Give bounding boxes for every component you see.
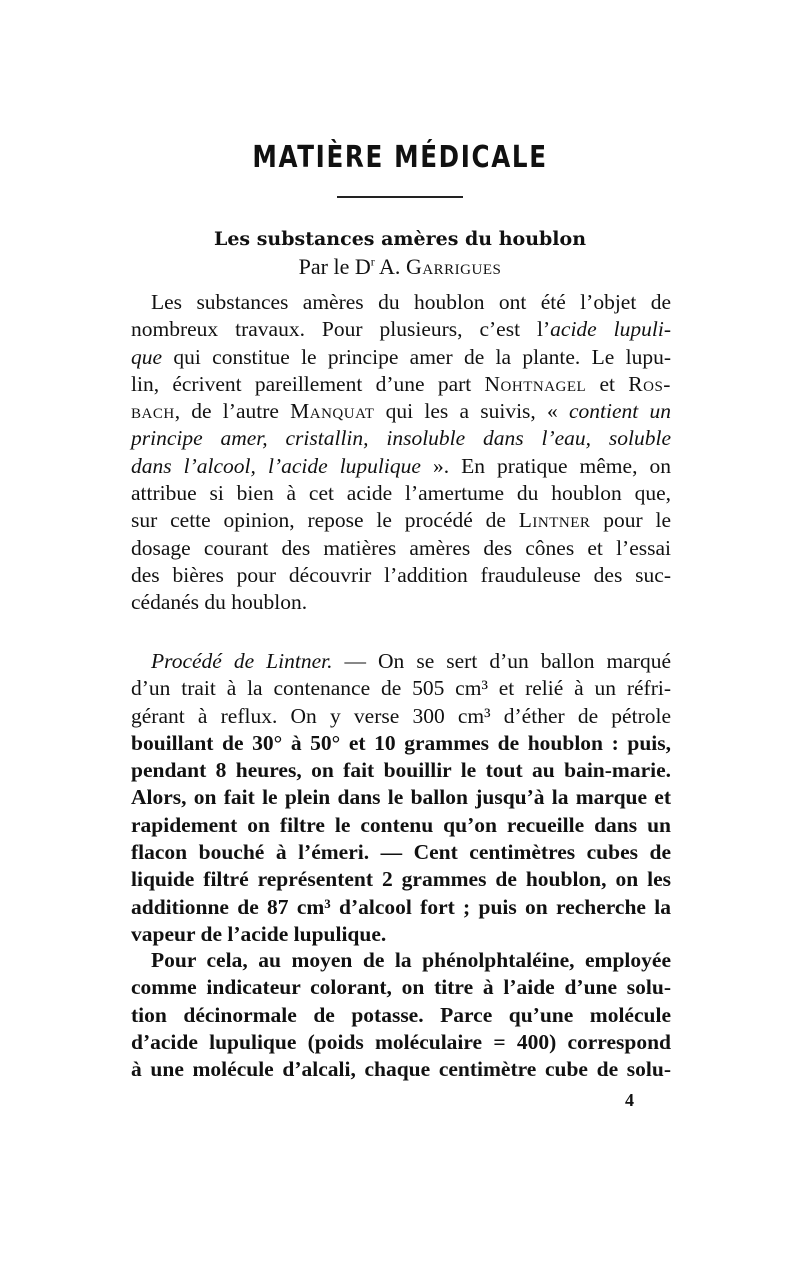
text-line: Procédé de Lintner. — On se sert d’un ballon marqué: [151, 649, 671, 673]
text-line: principe amer, cristallin, insoluble dans l’eau, soluble: [131, 426, 671, 451]
author-initial: A.: [379, 254, 401, 279]
text-line: sur cette opinion, repose le procédé de Lintner pour le: [131, 508, 671, 533]
text-line: Pour cela, au moyen de la phénolphtaléine, employée: [151, 948, 671, 972]
article-author: [0, 254, 800, 280]
text-line: additionne de 87 cm³ d’alcool fort ; puis on recherche la: [131, 894, 671, 919]
author-prefix: Par le D: [298, 254, 371, 279]
text-line: rapidement on filtre le contenu qu’on recueille dans un: [131, 812, 671, 837]
text-line: nombreux travaux. Pour plusieurs, c’est l’acide lupuli-: [131, 317, 672, 342]
text-line: Alors, on fait le plein dans le ballon jusqu’à la marque et: [131, 785, 671, 810]
text-line: comme indicateur colorant, on titre à l’aide d’une solu-: [131, 975, 671, 1000]
text-line: flacon bouché à l’émeri. — Cent centimètres cubes de: [131, 840, 671, 865]
text-line: Les substances amères du houblon ont été l’objet de: [151, 290, 671, 314]
text-line: lin, écrivent pareillement d’une part Nohtnagel et Ros-: [131, 371, 671, 396]
text-line: bouillant de 30° à 50° et 10 grammes de houblon : puis,: [131, 730, 671, 755]
text-line: des bières pour découvrir l’addition frauduleuse des suc-: [131, 562, 671, 587]
text-line: cédanés du houblon.: [131, 590, 308, 615]
article-title: Les substances amères du houblon: [213, 228, 587, 250]
text-line: pendant 8 heures, on fait bouillir le tout au bain-marie.: [131, 758, 671, 783]
text-line: bach, de l’autre Manquat qui les a suivis, « contient un: [131, 399, 671, 424]
page-number: 4: [625, 1090, 634, 1110]
text-line: que qui constitue le principe amer de la plante. Le lupu-: [131, 344, 671, 369]
text-line: dosage courant des matières amères des cônes et l’essai: [131, 535, 671, 560]
text-line: gérant à reflux. On y verse 300 cm³ d’éther de pétrole: [131, 703, 671, 728]
paragraph-1: [131, 289, 671, 617]
text-line: vapeur de l’acide lupulique.: [131, 921, 387, 946]
section-title: MATIÈRE MÉDICALE: [252, 140, 548, 175]
text-line: dans l’alcool, l’acide lupulique ». En pratique même, on: [131, 453, 671, 478]
text-line: d’un trait à la contenance de 505 cm³ et relié à un réfri-: [131, 676, 671, 701]
author-name: Garrigues: [405, 254, 502, 279]
text-line: à une molécule d’alcali, chaque centimètre cube de solu-: [131, 1057, 671, 1082]
paragraph-3: [131, 947, 671, 1083]
text-line: liquide filtré représentent 2 grammes de houblon, on les: [131, 867, 671, 892]
author-sup: r: [370, 254, 375, 269]
text-line: attribue si bien à cet acide l’amertume du houblon que,: [131, 481, 671, 506]
paragraph-2: [131, 648, 671, 948]
title-divider: [337, 196, 463, 198]
text-line: d’acide lupulique (poids moléculaire = 400) correspond: [131, 1029, 671, 1054]
text-line: tion décinormale de potasse. Parce qu’une molécule: [131, 1002, 671, 1027]
